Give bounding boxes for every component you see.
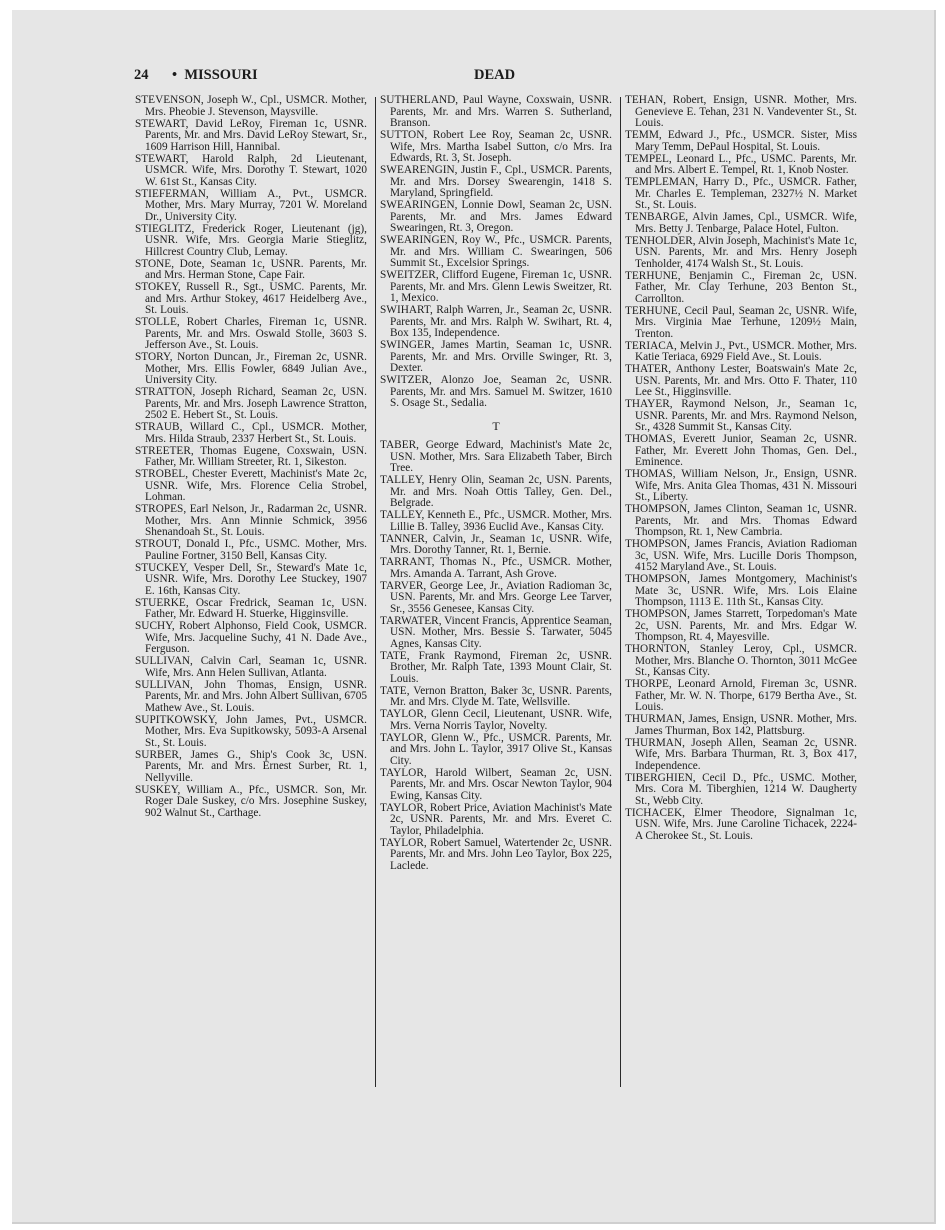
casualty-entry: TEMPEL, Leonard L., Pfc., USMC. Parents, Mr. and Mrs. Albert E. Tempel, Rt. 1, Knob Noster. bbox=[625, 152, 857, 176]
section-letter-heading: T bbox=[492, 418, 500, 433]
casualty-entry: STRATTON, Joseph Richard, Seaman 2c, USN. Parents, Mr. and Mrs. Joseph Lawrence Stratton, 2502 E. Hebert St., St. Louis. bbox=[135, 386, 367, 421]
casualty-entry: THOMPSON, James Clinton, Seaman 1c, USNR. Parents, Mr. and Mrs. Thomas Edward Thompson, Rt. 1, New Cambria. bbox=[625, 503, 857, 538]
casualty-entry: SULLIVAN, Calvin Carl, Seaman 1c, USNR. Wife, Mrs. Ann Helen Sullivan, Atlanta. bbox=[135, 655, 367, 679]
casualty-entry: THURMAN, James, Ensign, USNR. Mother, Mrs. James Thurman, Box 142, Plattsburg. bbox=[625, 713, 857, 737]
casualty-entry: THAYER, Raymond Nelson, Jr., Seaman 1c, USNR. Parents, Mr. and Mrs. Raymond Nelson, Sr., 4328 Summit St., Kansas City. bbox=[625, 398, 857, 433]
header-bullet: • bbox=[172, 67, 178, 83]
column-divider-2 bbox=[620, 97, 621, 1087]
casualty-entry: STEWART, Harold Ralph, 2d Lieutenant, USMCR. Wife, Mrs. Dorothy T. Stewart, 1020 W. 61st St., Kansas City. bbox=[135, 152, 367, 188]
casualty-entry: SWEARINGEN, Lonnie Dowl, Seaman 2c, USN. Parents, Mr. and Mrs. James Edward Swearingen, Rt. 3, Oregon. bbox=[380, 199, 612, 234]
column-2 bbox=[380, 95, 612, 873]
casualty-entry: THOMPSON, James Francis, Aviation Radioman 3c, USN. Wife, Mrs. Lucille Doris Thompson, 4152 Maryland Ave., St. Louis. bbox=[625, 538, 857, 573]
casualty-entry: STROBEL, Chester Everett, Machinist's Mate 2c, USNR. Wife, Mrs. Florence Celia Strobel, Lohman. bbox=[135, 468, 367, 503]
casualty-entry: THURMAN, Joseph Allen, Seaman 2c, USNR. Wife, Mrs. Barbara Thurman, Rt. 3, Box 417, Independence. bbox=[625, 736, 857, 772]
casualty-entry: SUSKEY, William A., Pfc., USMCR. Son, Mr. Roger Dale Suskey, c/o Mrs. Josephine Suskey, 902 Walnut St., Carthage. bbox=[135, 783, 367, 819]
casualty-entry: SWIHART, Ralph Warren, Jr., Seaman 2c, USNR. Parents, Mr. and Mrs. Ralph W. Swihart, Rt. 4, Box 135, Independence. bbox=[380, 304, 612, 339]
column-1 bbox=[135, 95, 367, 820]
casualty-entry: TIBERGHIEN, Cecil D., Pfc., USMC. Mother, Mrs. Cora M. Tiberghien, 1214 W. Daugherty St., Webb City. bbox=[625, 771, 857, 807]
casualty-entry: THOMPSON, James Montgomery, Machinist's Mate 3c, USNR. Wife, Mrs. Lois Elaine Thompson, 1113 E. 11th St., Kansas City. bbox=[625, 573, 857, 608]
casualty-entry: STONE, Dote, Seaman 1c, USNR. Parents, Mr. and Mrs. Herman Stone, Cape Fair. bbox=[135, 257, 367, 281]
casualty-entry: THATER, Anthony Lester, Boatswain's Mate 2c, USN. Parents, Mr. and Mrs. Otto F. Thater, 110 Lee St., Higginsville. bbox=[625, 363, 857, 398]
page-header bbox=[132, 67, 862, 87]
casualty-entry: TENHOLDER, Alvin Joseph, Machinist's Mate 1c, USN. Parents, Mr. and Mrs. Henry Joseph Tenholder, 4174 Walsh St., St. Louis. bbox=[625, 234, 857, 270]
casualty-entry: TAYLOR, Harold Wilbert, Seaman 2c, USN. Parents, Mr. and Mrs. Oscar Newton Taylor, 904 Ewing, Kansas City. bbox=[380, 766, 612, 802]
casualty-entry: THOMAS, William Nelson, Jr., Ensign, USNR. Wife, Mrs. Anita Glea Thomas, 431 N. Missouri St., Liberty. bbox=[625, 468, 857, 503]
casualty-entry: TICHACEK, Elmer Theodore, Signalman 1c, USN. Wife, Mrs. June Caroline Tichacek, 2224-A Cherokee St., St. Louis. bbox=[625, 806, 857, 842]
column-divider-1 bbox=[375, 97, 376, 1087]
casualty-entry: SWINGER, James Martin, Seaman 1c, USNR. Parents, Mr. and Mrs. Orville Swinger, Rt. 3, Dexter. bbox=[380, 339, 612, 374]
casualty-entry: STOLLE, Robert Charles, Fireman 1c, USNR. Parents, Mr. and Mrs. Oswald Stolle, 3603 S. Jefferson Ave., St. Louis. bbox=[135, 316, 367, 351]
casualty-entry: STOKEY, Russell R., Sgt., USMC. Parents, Mr. and Mrs. Arthur Stokey, 4617 Heidelberg Ave., St. Louis. bbox=[135, 281, 367, 316]
casualty-entry: TARRANT, Thomas N., Pfc., USMCR. Mother, Mrs. Amanda A. Tarrant, Ash Grove. bbox=[380, 556, 612, 580]
casualty-entry: TAYLOR, Robert Samuel, Watertender 2c, USNR. Parents, Mr. and Mrs. John Leo Taylor, Box 225, Laclede. bbox=[380, 836, 612, 872]
casualty-entry: THOMPSON, James Starrett, Torpedoman's Mate 2c, USN. Parents, Mr. and Mrs. Edgar W. Thompson, Rt. 4, Mayesville. bbox=[625, 608, 857, 643]
list-title: DEAD bbox=[474, 67, 516, 83]
casualty-entry: TALLEY, Kenneth E., Pfc., USMCR. Mother, Mrs. Lillie B. Talley, 3936 Euclid Ave., Kansas City. bbox=[380, 509, 612, 533]
casualty-entry: STROUT, Donald I., Pfc., USMC. Mother, Mrs. Pauline Fortner, 3150 Bell, Kansas City. bbox=[135, 538, 367, 562]
casualty-entry: SWEARENGIN, Justin F., Cpl., USMCR. Parents, Mr. and Mrs. Dorsey Swearengin, 1418 S. Maryland, Springfield. bbox=[380, 164, 612, 199]
casualty-entry: TEMPLEMAN, Harry D., Pfc., USMCR. Father, Mr. Charles E. Templeman, 2327½ N. Market St., St. Louis. bbox=[625, 176, 857, 211]
page-number: 24 bbox=[134, 67, 149, 83]
casualty-entry: STORY, Norton Duncan, Jr., Fireman 2c, USNR. Mother, Mrs. Ellis Fowler, 6849 Julian Ave., University City. bbox=[135, 351, 367, 386]
casualty-entry: SURBER, James G., Ship's Cook 3c, USN. Parents, Mr. and Mrs. Ernest Surber, Rt. 1, Nellyville. bbox=[135, 748, 367, 784]
casualty-entry: TERIACA, Melvin J., Pvt., USMCR. Mother, Mrs. Katie Teriaca, 6929 Field Ave., St. Louis. bbox=[625, 339, 857, 363]
casualty-entry: STREETER, Thomas Eugene, Coxswain, USN. Father, Mr. William Streeter, Rt. 1, Sikeston. bbox=[135, 444, 367, 468]
casualty-entry: TAYLOR, Glenn W., Pfc., USMCR. Parents, Mr. and Mrs. John L. Taylor, 3917 Olive St., Kansas City. bbox=[380, 731, 612, 767]
casualty-entry: SWEITZER, Clifford Eugene, Fireman 1c, USNR. Parents, Mr. and Mrs. Glenn Lewis Sweitzer, Rt. 1, Mexico. bbox=[380, 269, 612, 304]
casualty-entry: TABER, George Edward, Machinist's Mate 2c, USN. Mother, Mrs. Sara Elizabeth Taber, Birch Tree. bbox=[380, 439, 612, 474]
casualty-entry: TERHUNE, Cecil Paul, Seaman 2c, USNR. Wife, Mrs. Virginia Mae Terhune, 1209½ Main, Trenton. bbox=[625, 304, 857, 340]
state-heading bbox=[172, 67, 258, 84]
casualty-entry: TATE, Frank Raymond, Fireman 2c, USNR. Brother, Mr. Ralph Tate, 1393 Mount Clair, St. Louis. bbox=[380, 649, 612, 685]
casualty-entry: THORPE, Leonard Arnold, Fireman 3c, USNR. Father, Mr. W. N. Thorpe, 6179 Bertha Ave., St. Louis. bbox=[625, 678, 857, 713]
casualty-entry: TAYLOR, Robert Price, Aviation Machinist's Mate 2c, USNR. Parents, Mr. and Mrs. Everet C. Taylor, Philadelphia. bbox=[380, 801, 612, 837]
casualty-entry: SWEARINGEN, Roy W., Pfc., USMCR. Parents, Mr. and Mrs. William C. Swearingen, 506 Summit St., Excelsior Springs. bbox=[380, 234, 612, 269]
casualty-entry: STUCKEY, Vesper Dell, Sr., Steward's Mate 1c, USNR. Wife, Mrs. Dorothy Lee Stuckey, 1907 E. 16th, Kansas City. bbox=[135, 561, 367, 597]
casualty-entry: TANNER, Calvin, Jr., Seaman 1c, USNR. Wife, Mrs. Dorothy Tanner, Rt. 1, Bernie. bbox=[380, 532, 612, 556]
casualty-entry: TEMM, Edward J., Pfc., USMCR. Sister, Miss Mary Temm, DePaul Hospital, St. Louis. bbox=[625, 129, 857, 153]
casualty-entry: THORNTON, Stanley Leroy, Cpl., USMCR. Mother, Mrs. Blanche O. Thornton, 3011 McGee St., Kansas City. bbox=[625, 643, 857, 678]
casualty-entry: STUERKE, Oscar Fredrick, Seaman 1c, USN. Father, Mr. Edward H. Stuerke, Higginsville. bbox=[135, 596, 367, 620]
casualty-entry: STROPES, Earl Nelson, Jr., Radarman 2c, USNR. Mother, Mrs. Ann Minnie Schmick, 3956 Shenandoah St., St. Louis. bbox=[135, 503, 367, 538]
casualty-entry: SWITZER, Alonzo Joe, Seaman 2c, USNR. Parents, Mr. and Mrs. Samuel M. Switzer, 1610 S. Osage St., Sedalia. bbox=[380, 374, 612, 409]
casualty-entry: TARVER, George Lee, Jr., Aviation Radioman 3c, USN. Parents, Mr. and Mrs. George Lee Tarver, Sr., 3556 Genesee, Kansas City. bbox=[380, 579, 612, 615]
casualty-entry: SUCHY, Robert Alphonso, Field Cook, USMCR. Wife, Mrs. Jacqueline Suchy, 41 N. Dade Ave., Ferguson. bbox=[135, 620, 367, 655]
casualty-entry: TENBARGE, Alvin James, Cpl., USMCR. Wife, Mrs. Betty J. Tenbarge, Palace Hotel, Fulton. bbox=[625, 211, 857, 235]
casualty-entry: TAYLOR, Glenn Cecil, Lieutenant, USNR. Wife, Mrs. Verna Norris Taylor, Novelty. bbox=[380, 708, 612, 732]
casualty-entry: SUTHERLAND, Paul Wayne, Coxswain, USNR. Parents, Mr. and Mrs. Warren S. Sutherland, Branson. bbox=[380, 94, 612, 129]
casualty-entry: TEHAN, Robert, Ensign, USNR. Mother, Mrs. Genevieve E. Tehan, 231 N. Vandeventer St., St. Louis. bbox=[625, 94, 857, 129]
state-name: MISSOURI bbox=[184, 67, 258, 83]
casualty-entry: SUTTON, Robert Lee Roy, Seaman 2c, USNR. Wife, Mrs. Martha Isabel Sutton, c/o Mrs. Ira Edwards, Rt. 3, St. Joseph. bbox=[380, 129, 612, 164]
casualty-entry: STIEFERMAN, William A., Pvt., USMCR. Mother, Mrs. Mary Murray, 7201 W. Moreland Dr., University City. bbox=[135, 187, 367, 223]
casualty-entry: TALLEY, Henry Olin, Seaman 2c, USN. Parents, Mr. and Mrs. Noah Ottis Talley, Gen. Del., Belgrade. bbox=[380, 474, 612, 509]
column-3 bbox=[625, 95, 857, 843]
casualty-entry: STIEGLITZ, Frederick Roger, Lieutenant (jg), USNR. Wife, Mrs. Georgia Marie Stieglitz, Hillcrest Country Club, Lemay. bbox=[135, 222, 367, 258]
casualty-entry: STEVENSON, Joseph W., Cpl., USMCR. Mother, Mrs. Pheobie J. Stevenson, Maysville. bbox=[135, 94, 367, 118]
casualty-entry: TARWATER, Vincent Francis, Apprentice Seaman, USN. Mother, Mrs. Bessie S. Tarwater, 5045 Agnes, Kansas City. bbox=[380, 614, 612, 650]
casualty-entry: TERHUNE, Benjamin C., Fireman 2c, USN. Father, Mr. Clay Terhune, 203 Benton St., Carrollton. bbox=[625, 269, 857, 305]
casualty-entry: TATE, Vernon Bratton, Baker 3c, USNR. Parents, Mr. and Mrs. Clyde M. Tate, Wellsville. bbox=[380, 684, 612, 708]
casualty-entry: THOMAS, Everett Junior, Seaman 2c, USNR. Father, Mr. Everett John Thomas, Gen. Del., Eminence. bbox=[625, 433, 857, 468]
casualty-entry: SULLIVAN, John Thomas, Ensign, USNR. Parents, Mr. and Mrs. John Albert Sullivan, 6705 Mathew Ave., St. Louis. bbox=[135, 678, 367, 714]
casualty-entry: SUPITKOWSKY, John James, Pvt., USMCR. Mother, Mrs. Eva Supitkowsky, 5093-A Arsenal St., St. Louis. bbox=[135, 713, 367, 749]
casualty-entry: STRAUB, Willard C., Cpl., USMCR. Mother, Mrs. Hilda Straub, 2337 Herbert St., St. Louis. bbox=[135, 421, 367, 445]
casualty-entry: STEWART, David LeRoy, Fireman 1c, USNR. Parents, Mr. and Mrs. David LeRoy Stewart, Sr., 1609 Harrison Hill, Hannibal. bbox=[135, 117, 367, 153]
